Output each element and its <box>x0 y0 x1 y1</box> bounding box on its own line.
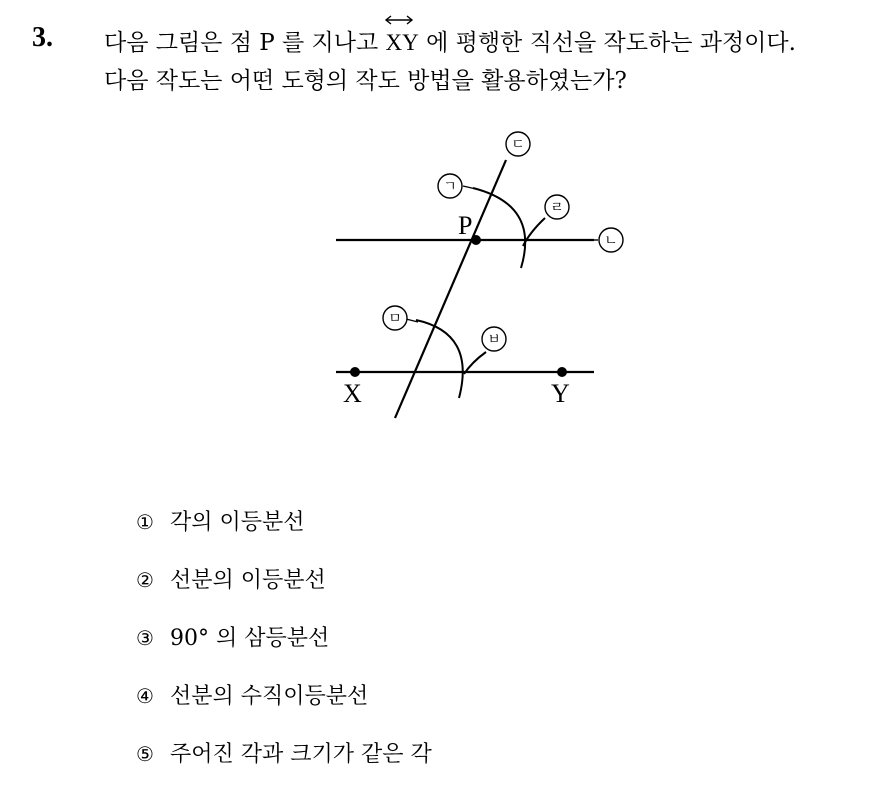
mark-bieup-label: ㅂ <box>487 332 501 348</box>
arc-mieum <box>416 320 463 398</box>
mark-digeut-label: ㄷ <box>511 137 525 153</box>
choice-2[interactable] <box>136 560 432 618</box>
point-x-dot <box>350 367 360 377</box>
point-x-label: X <box>343 379 362 408</box>
point-y-dot <box>557 367 567 377</box>
choice-1[interactable] <box>136 502 432 560</box>
choice-4-number: ④ <box>136 684 154 708</box>
mark-rieul-label: ㄹ <box>550 200 564 216</box>
stem-text-before: 다음 그림은 점 P 를 지나고 <box>104 30 386 56</box>
arc-bieup <box>464 352 486 374</box>
choice-3-number: ③ <box>136 626 154 650</box>
stem-line-2: 다음 작도는 어떤 도형의 작도 방법을 활용하였는가? <box>104 68 627 94</box>
arc-giyeok <box>473 188 525 268</box>
mark-digeut <box>506 132 530 156</box>
mark-rieul <box>545 195 569 219</box>
mark-bieup <box>482 327 506 351</box>
line-xy-label: XY <box>385 30 419 55</box>
mark-nieun-label: ㄴ <box>604 233 618 249</box>
choice-5[interactable] <box>136 734 432 792</box>
choice-2-text: 선분의 이등분선 <box>170 568 326 593</box>
choice-4-text: 선분의 수직이등분선 <box>170 684 369 709</box>
point-y-label: Y <box>551 379 570 408</box>
point-p-dot <box>471 235 481 245</box>
choice-3[interactable] <box>136 618 432 676</box>
mark-mieum-label: ㅁ <box>388 311 402 327</box>
choice-3-text: 90° 의 삼등분선 <box>170 626 330 651</box>
answer-choices <box>136 502 432 792</box>
mark-giyeok <box>438 174 462 198</box>
choice-4[interactable] <box>136 676 432 734</box>
mark-giyeok-label: ㄱ <box>443 179 457 195</box>
choice-1-text: 각의 이등분선 <box>170 510 305 535</box>
point-p-label: P <box>458 211 473 240</box>
choice-2-number: ② <box>136 568 154 592</box>
mark-mieum <box>383 306 407 330</box>
mark-nieun <box>599 228 623 252</box>
choice-1-number: ① <box>136 510 154 534</box>
transversal-line <box>395 160 506 418</box>
question-number: 3. <box>32 22 53 53</box>
choice-5-number: ⑤ <box>136 742 154 766</box>
stem-text-after: 에 평행한 직선을 작도하는 과정이다. <box>418 30 796 56</box>
choice-5-text: 주어진 각과 크기가 같은 각 <box>170 742 432 767</box>
arc-rieul <box>523 218 545 246</box>
